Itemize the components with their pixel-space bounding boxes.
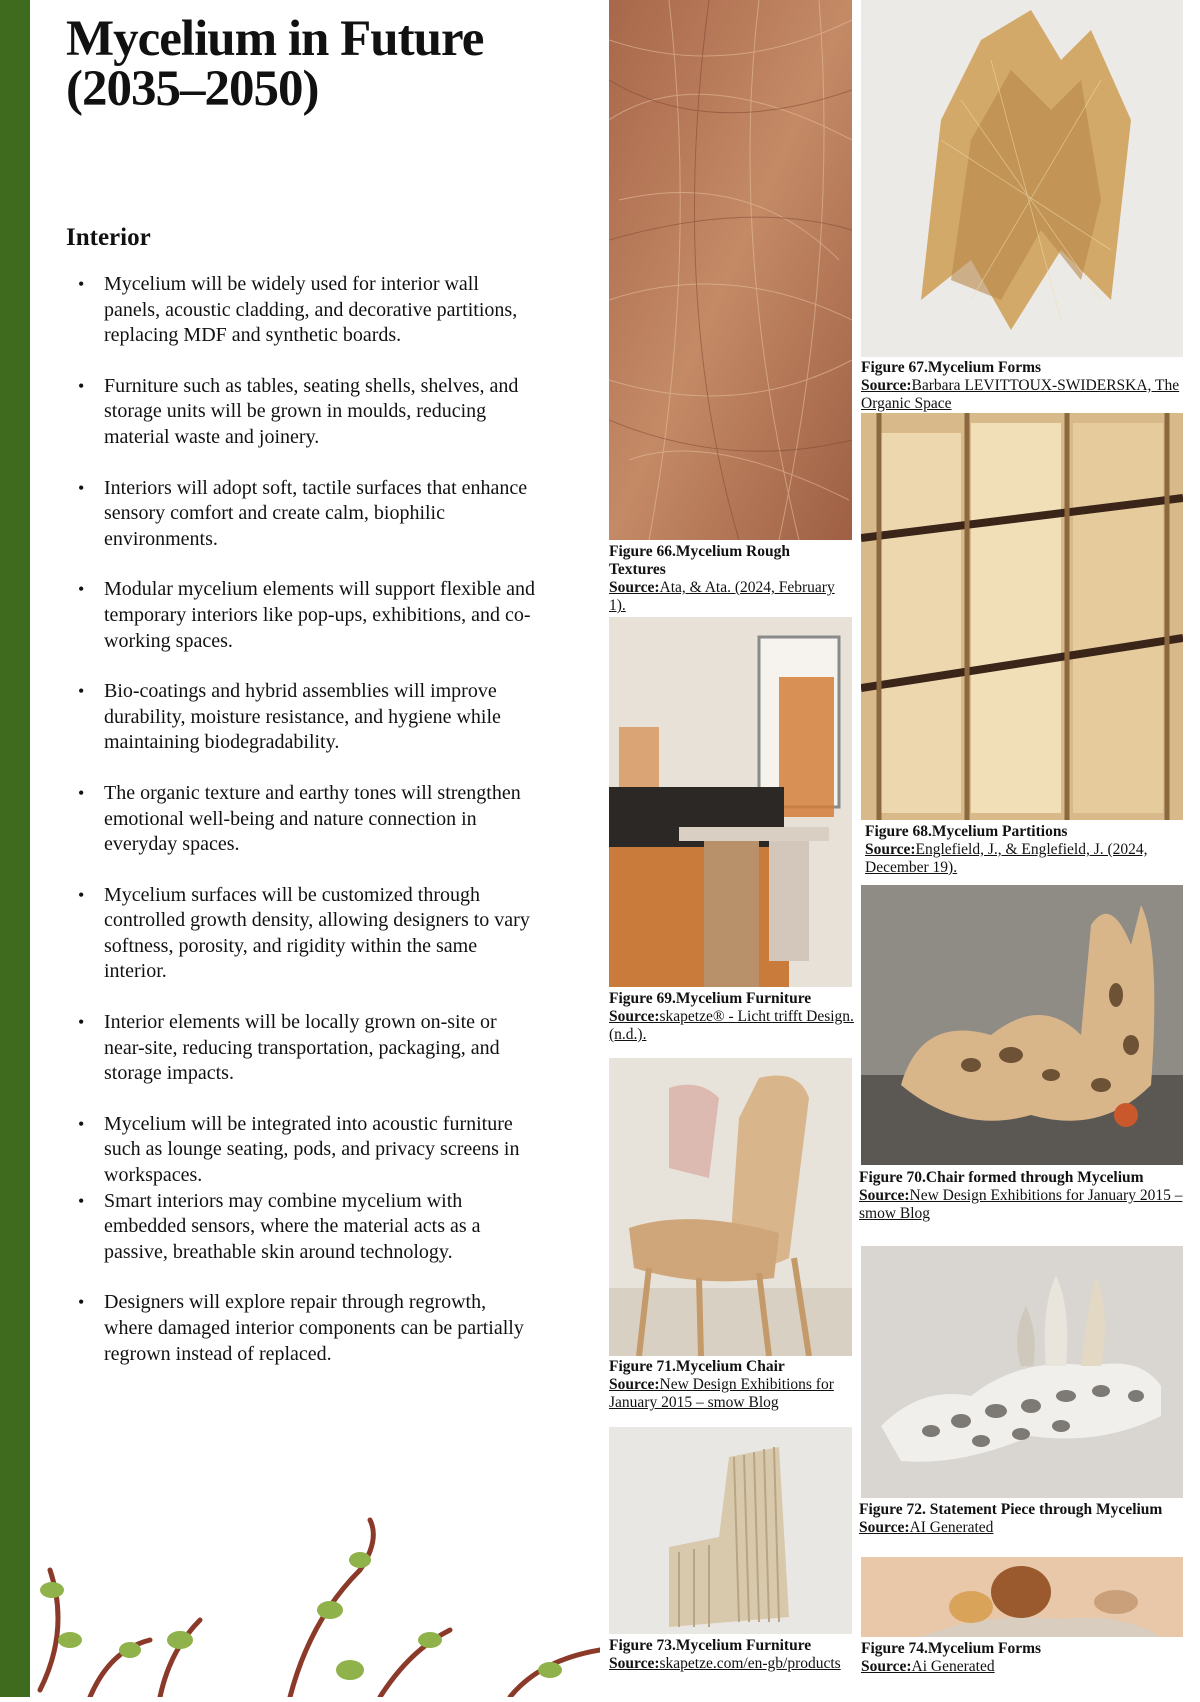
bullet-list	[66, 272, 536, 1367]
figure-69-caption	[609, 990, 854, 1044]
figure-68-source[interactable]	[865, 841, 1185, 877]
figure-71-source[interactable]	[609, 1376, 854, 1412]
figure-67-title: Figure 67.Mycelium Forms	[861, 359, 1042, 376]
source-text: skapetze® - Licht trifft Design. (n.d.).	[609, 1008, 854, 1043]
source-text: skapetze.com/en-gb/products	[659, 1655, 841, 1672]
bullet-item: • Interior elements will be locally grown on-site or near-site, reducing transportation, packaging, and storage impacts.	[66, 1010, 536, 1087]
source-label: Source:	[609, 579, 660, 596]
bullet-item: • Mycelium will be integrated into acoustic furniture such as lounge seating, pods, and privacy screens in workspaces.	[66, 1112, 536, 1189]
figure-71-title: Figure 71.Mycelium Chair	[609, 1358, 785, 1375]
figure-73-title: Figure 73.Mycelium Furniture	[609, 1637, 812, 1654]
source-text: Ai Generated	[911, 1658, 995, 1675]
figure-72-source[interactable]	[859, 1519, 1189, 1537]
figure-70-source[interactable]	[859, 1187, 1189, 1223]
figure-70-image	[861, 885, 1183, 1165]
figure-68-caption	[865, 823, 1185, 877]
figure-70-caption	[859, 1169, 1189, 1223]
bullet-item: • Designers will explore repair through regrowth, where damaged interior components can be partially regrown instead of replaced.	[66, 1290, 536, 1367]
section-heading-interior: Interior	[66, 224, 151, 251]
figure-74-image	[861, 1557, 1183, 1637]
figure-68-image	[861, 413, 1183, 820]
source-text: AI Generated	[909, 1519, 994, 1536]
bullet-item: • Furniture such as tables, seating shells, shelves, and storage units will be grown in moulds, reducing material waste and joinery.	[66, 374, 536, 451]
figure-66-caption	[609, 543, 849, 615]
source-text: Barbara LEVITTOUX-SWIDERSKA, The Organic Space	[861, 377, 1180, 412]
source-label: Source:	[609, 1008, 660, 1025]
figure-69-title: Figure 69.Mycelium Furniture	[609, 990, 812, 1007]
figure-71-image	[609, 1058, 852, 1356]
figure-66-title: Figure 66.Mycelium Rough Textures	[609, 543, 790, 578]
source-label: Source:	[859, 1187, 910, 1204]
figure-70-title: Figure 70.Chair formed through Mycelium	[859, 1169, 1144, 1186]
figure-72-title: Figure 72. Statement Piece through Mycelium	[859, 1501, 1163, 1518]
source-text: New Design Exhibitions for January 2015 – smow Blog	[609, 1376, 834, 1411]
bullet-item: • The organic texture and earthy tones will strengthen emotional well-being and nature connection in everyday spaces.	[66, 781, 536, 858]
figure-67-caption	[861, 359, 1191, 413]
source-text: New Design Exhibitions for January 2015 – smow Blog	[859, 1187, 1183, 1222]
bullet-item: • Mycelium will be widely used for interior wall panels, acoustic cladding, and decorative partitions, replacing MDF and synthetic boards.	[66, 272, 536, 349]
figure-72-caption	[859, 1501, 1189, 1537]
source-text: Ata, & Ata. (2024, February 1).	[609, 579, 835, 614]
figure-74-source[interactable]	[861, 1658, 1191, 1676]
source-label: Source:	[861, 1658, 912, 1675]
bullet-item: • Interiors will adopt soft, tactile surfaces that enhance sensory comfort and create calm, biophilic environments.	[66, 476, 536, 553]
source-label: Source:	[609, 1655, 660, 1672]
source-label: Source:	[861, 377, 912, 394]
source-text: Englefield, J., & Englefield, J. (2024, December 19).	[865, 841, 1148, 876]
bullet-item: • Modular mycelium elements will support flexible and temporary interiors like pop-ups, exhibitions, and co-working spaces.	[66, 577, 536, 654]
figure-67-source[interactable]	[861, 377, 1191, 413]
figure-66-source[interactable]	[609, 579, 849, 615]
figure-68-title: Figure 68.Mycelium Partitions	[865, 823, 1068, 840]
figure-74-caption	[861, 1640, 1191, 1676]
bullet-item: • Mycelium surfaces will be customized through controlled growth density, allowing designers to vary softness, porosity, and rigidity within the same interior.	[66, 883, 536, 985]
figure-73-image	[609, 1427, 852, 1634]
figure-71-caption	[609, 1358, 854, 1412]
figure-72-image	[861, 1246, 1183, 1498]
green-sidebar-bar	[0, 0, 30, 1697]
figure-73-caption	[609, 1637, 854, 1673]
figure-69-source[interactable]	[609, 1008, 854, 1044]
source-label: Source:	[609, 1376, 660, 1393]
bullet-item: • Smart interiors may combine mycelium with embedded sensors, where the material acts as a passive, breathable skin around technology.	[66, 1189, 536, 1266]
page-title: Mycelium in Future (2035–2050)	[66, 11, 484, 117]
source-label: Source:	[859, 1519, 910, 1536]
decorative-vines	[30, 1500, 600, 1697]
figure-66-image	[609, 0, 852, 540]
source-label: Source:	[865, 841, 916, 858]
figure-73-source[interactable]	[609, 1655, 854, 1673]
figure-74-title: Figure 74.Mycelium Forms	[861, 1640, 1042, 1657]
figure-67-image	[861, 0, 1183, 357]
bullet-item: • Bio-coatings and hybrid assemblies will improve durability, moisture resistance, and hygiene while maintaining biodegradability.	[66, 679, 536, 756]
figure-69-image	[609, 617, 852, 987]
